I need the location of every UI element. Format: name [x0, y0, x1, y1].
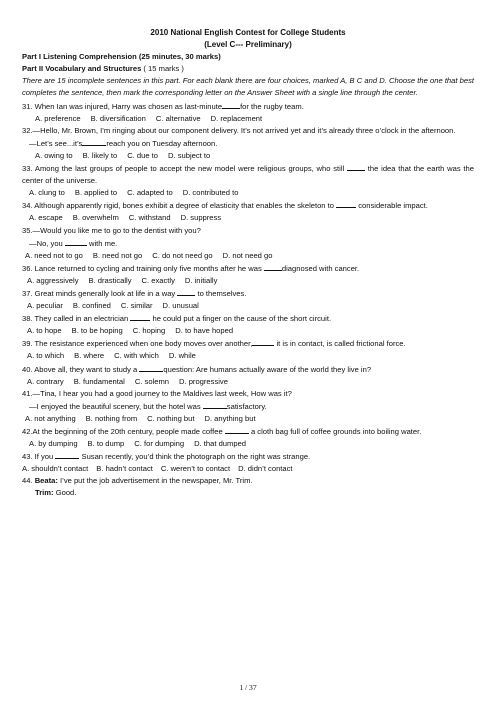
- answer-blank: [336, 199, 356, 208]
- option-b: B. likely to: [82, 150, 118, 160]
- option-a: A. to which: [27, 351, 65, 361]
- option-c: C. do not need go: [152, 250, 213, 260]
- question-32-reply: —Let’s see...it’s reach you on Tuesday afternoon.: [29, 138, 218, 148]
- question-40: 40. Above all, they want to study a question: Are humans actually aware of the world they live in?: [22, 364, 372, 374]
- page-number: 1 / 37: [239, 683, 257, 692]
- question-38: 38. They called in an electrician he could put a finger on the cause of the short circuit.: [22, 314, 332, 324]
- option-b: B. nothing from: [85, 413, 138, 423]
- option-d: D. contributed to: [182, 188, 239, 198]
- question-40-options: [22, 376, 474, 388]
- option-d: D. that dumped: [194, 439, 247, 449]
- option-c: C. withstand: [128, 213, 171, 223]
- option-b: B. hadn’t contact: [96, 464, 153, 474]
- answer-blank: [177, 287, 195, 296]
- option-a: A. contrary: [27, 376, 64, 386]
- option-c: C. hoping: [132, 326, 166, 336]
- option-c: C. adapted to: [127, 188, 173, 198]
- option-d: D. anything but: [204, 413, 256, 423]
- option-c: C. weren’t to contact: [160, 464, 231, 474]
- question-34-options: [22, 212, 474, 224]
- option-b: B. to dump: [87, 439, 125, 449]
- answer-blank: [203, 400, 227, 409]
- question-37-options: [22, 300, 474, 312]
- speaker-trim: Trim:: [35, 488, 54, 498]
- part2-instructions: There are 15 incomplete sentences in this part. For each blank there are four choices, marked A, B C and D. Choose the one that best completes the sentence, then mark the corresponding letter on the Answer Sheet with a single line through the center.: [22, 76, 474, 98]
- question-34: 34. Although apparently rigid, bones exhibit a degree of elasticity that enables the skeleton to considerable impact.: [22, 201, 428, 211]
- question-33-options: [22, 187, 474, 199]
- option-c: C. alternative: [155, 113, 201, 123]
- option-b: B. where: [74, 351, 105, 361]
- option-a: A. aggressively: [27, 275, 79, 285]
- option-d: D. not need go: [222, 250, 273, 260]
- answer-blank: [65, 237, 87, 246]
- option-d: D. subject to: [168, 150, 211, 160]
- option-c: C. with which: [114, 351, 159, 361]
- option-a: A. by dumping: [29, 439, 78, 449]
- question-35: 35.—Would you like me to go to the dentist with you?: [22, 225, 201, 235]
- question-31: 31. When Ian was injured, Harry was chosen as last-minute for the rugby team.: [22, 101, 304, 111]
- question-36: 36. Lance returned to cycling and training only five months after he was diagnosed with cancer.: [22, 263, 360, 273]
- question-39-options: [22, 350, 474, 362]
- question-43: 43. If you Susan recently, you’d think the photograph on the right was strange.: [22, 452, 311, 462]
- question-35-options: [22, 250, 474, 262]
- answer-blank: [82, 137, 106, 146]
- option-b: B. need not go: [92, 250, 143, 260]
- question-44-reply: Trim: Good.: [35, 488, 77, 498]
- answer-blank: [347, 162, 365, 171]
- answer-blank: [252, 337, 274, 346]
- part1-heading: Part I Listening Comprehension (25 minutes, 30 marks): [22, 52, 221, 62]
- option-c: C. solemn: [134, 376, 169, 386]
- question-42: 42.At the beginning of the 20th century, people made coffee a cloth bag full of coffee grounds into boiling water.: [22, 427, 422, 436]
- answer-blank: [264, 262, 282, 271]
- question-44: 44. Beata: I’ve put the job advertisement in the newspaper, Mr. Trim.: [22, 476, 253, 486]
- option-d: D. while: [168, 351, 196, 361]
- option-c: C. for dumping: [134, 439, 185, 449]
- option-d: D. progressive: [179, 376, 228, 386]
- option-b: B. drastically: [88, 275, 132, 285]
- question-39: 39. The resistance experienced when one body moves over another, it is in contact, is called frictional force.: [22, 339, 406, 349]
- option-c: C. exactly: [141, 275, 175, 285]
- option-d: D. didn’t contact: [238, 464, 293, 474]
- option-a: A. preference: [35, 113, 81, 123]
- answer-blank: [55, 450, 79, 459]
- part2-marks: ( 15 marks ): [143, 64, 184, 74]
- question-37: 37. Great minds generally look at life in a way to themselves.: [22, 288, 247, 298]
- option-a: A. clung to: [29, 188, 65, 198]
- question-41-options: [22, 413, 474, 425]
- page-content: [22, 27, 474, 500]
- question-38-options: [22, 325, 474, 337]
- option-a: A. owing to: [35, 150, 73, 160]
- option-d: D. unusual: [162, 301, 199, 311]
- answer-blank: [139, 363, 163, 372]
- question-41-reply: —I enjoyed the beautiful scenery, but the hotel was satisfactory.: [29, 401, 267, 411]
- speaker-beata: Beata:: [34, 476, 58, 486]
- option-a: A. to hope: [27, 326, 62, 336]
- question-32: 32.—Hello, Mr. Brown, I’m ringing about our component delivery. It’s not arrived yet and it’s already three o’clock in the afternoon.: [22, 125, 456, 135]
- option-b: B. applied to: [74, 188, 118, 198]
- option-b: B. fundamental: [73, 376, 125, 386]
- option-a: A. not anything: [25, 413, 76, 423]
- question-42-options: [22, 438, 474, 450]
- document-subtitle: (Level C--- Preliminary): [204, 40, 292, 50]
- option-a: A. peculiar: [27, 301, 63, 311]
- option-c: C. nothing but: [147, 413, 195, 423]
- question-31-options: [22, 113, 474, 125]
- question-35-reply: —No, you with me.: [29, 238, 118, 248]
- question-33: 33. Among the last groups of people to accept the new model were religious groups, who still the idea that the earth was the center of the universe.: [22, 164, 474, 186]
- option-c: C. due to: [127, 150, 159, 160]
- option-d: D. initially: [184, 275, 218, 285]
- part2-heading: Part II Vocabulary and Structures: [22, 64, 142, 74]
- option-d: D. to have hoped: [175, 326, 234, 336]
- option-a: A. shouldn’t contact: [22, 464, 89, 474]
- question-32-options: [22, 150, 474, 162]
- option-b: B. diversification: [90, 113, 146, 123]
- option-b: B. to be hoping: [71, 326, 123, 336]
- option-b: B. confined: [72, 301, 111, 311]
- option-c: C. similar: [120, 301, 153, 311]
- option-d: D. suppress: [180, 213, 222, 223]
- answer-blank: [222, 100, 240, 109]
- document-title: 2010 National English Contest for College Students: [150, 28, 346, 37]
- option-d: D. replacement: [210, 113, 263, 123]
- option-a: A. escape: [29, 213, 63, 223]
- answer-blank: [225, 425, 249, 434]
- answer-blank: [130, 312, 150, 321]
- question-41: 41.—Tina, I hear you had a good journey to the Maldives last week, How was it?: [22, 388, 292, 398]
- option-a: A. need not to go: [25, 250, 83, 260]
- option-b: B. overwhelm: [72, 213, 119, 223]
- question-36-options: [22, 275, 474, 287]
- question-43-options: [22, 463, 474, 475]
- part2-heading-line: [22, 63, 474, 75]
